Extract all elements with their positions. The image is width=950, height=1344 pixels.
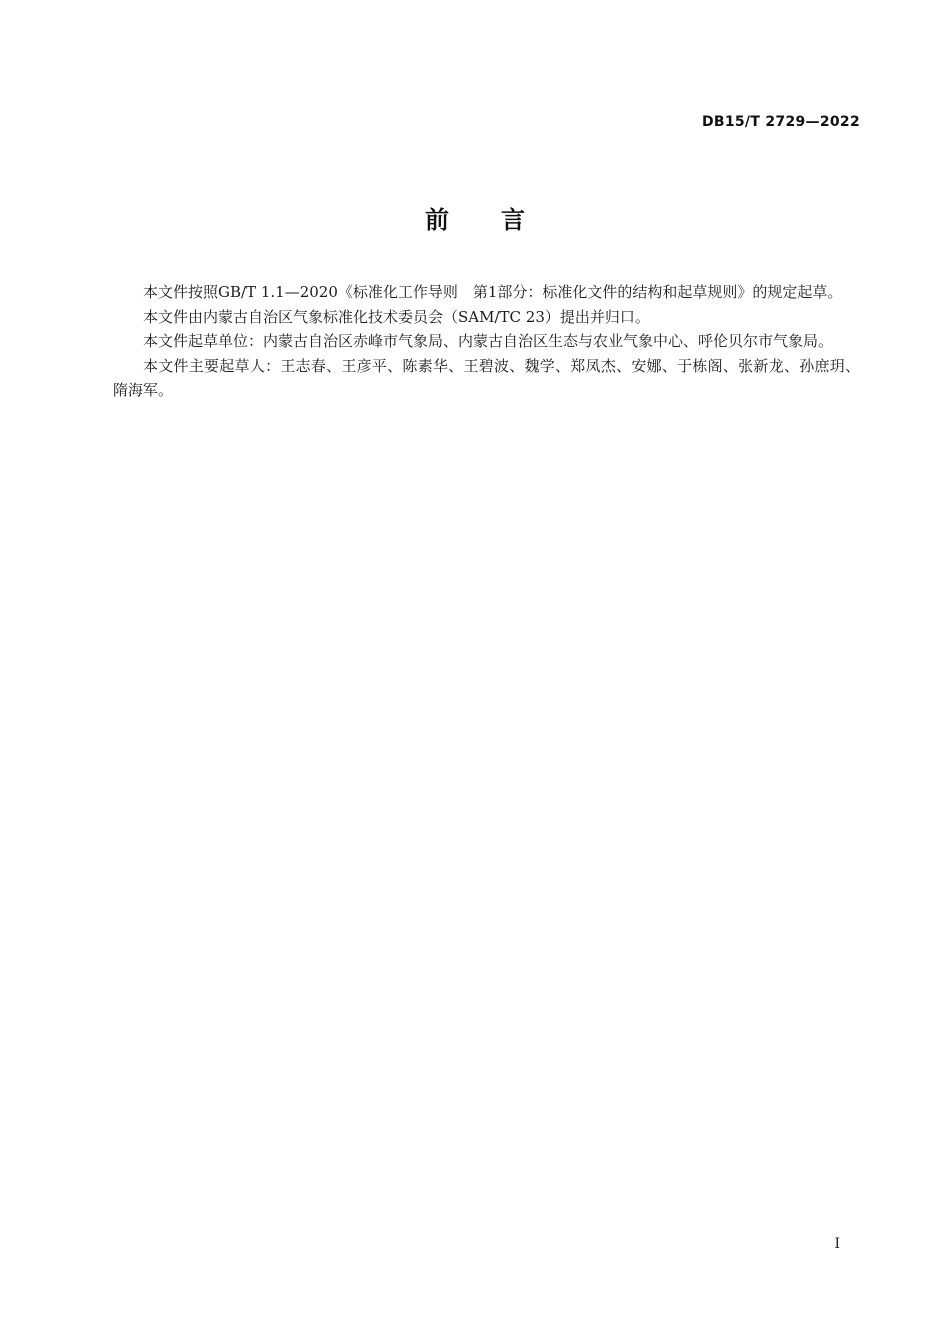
paragraph-proposer: 本文件由内蒙古自治区气象标准化技术委员会（SAM/TC 23）提出并归口。 — [143, 307, 650, 326]
foreword-body — [113, 280, 860, 403]
paragraph-drafting-rules: 本文件按照GB/T 1.1—2020《标准化工作导则 第1部分：标准化文件的结构和起草规则》的规定起草。 — [143, 283, 843, 301]
paragraph-drafting-units: 本文件起草单位：内蒙古自治区赤峰市气象局、内蒙古自治区生态与农业气象中心、呼伦贝尔市气象局。 — [143, 332, 834, 350]
paragraph-drafters: 本文件主要起草人：王志春、王彦平、陈素华、王碧波、魏学、郑凤杰、安娜、于栋阁、张新龙、孙庶玥、隋海军。 — [113, 356, 860, 399]
standard-code: DB15/T 2729—2022 — [701, 114, 860, 130]
page-title: 前言 — [425, 206, 577, 234]
page-number: I — [834, 1236, 840, 1252]
